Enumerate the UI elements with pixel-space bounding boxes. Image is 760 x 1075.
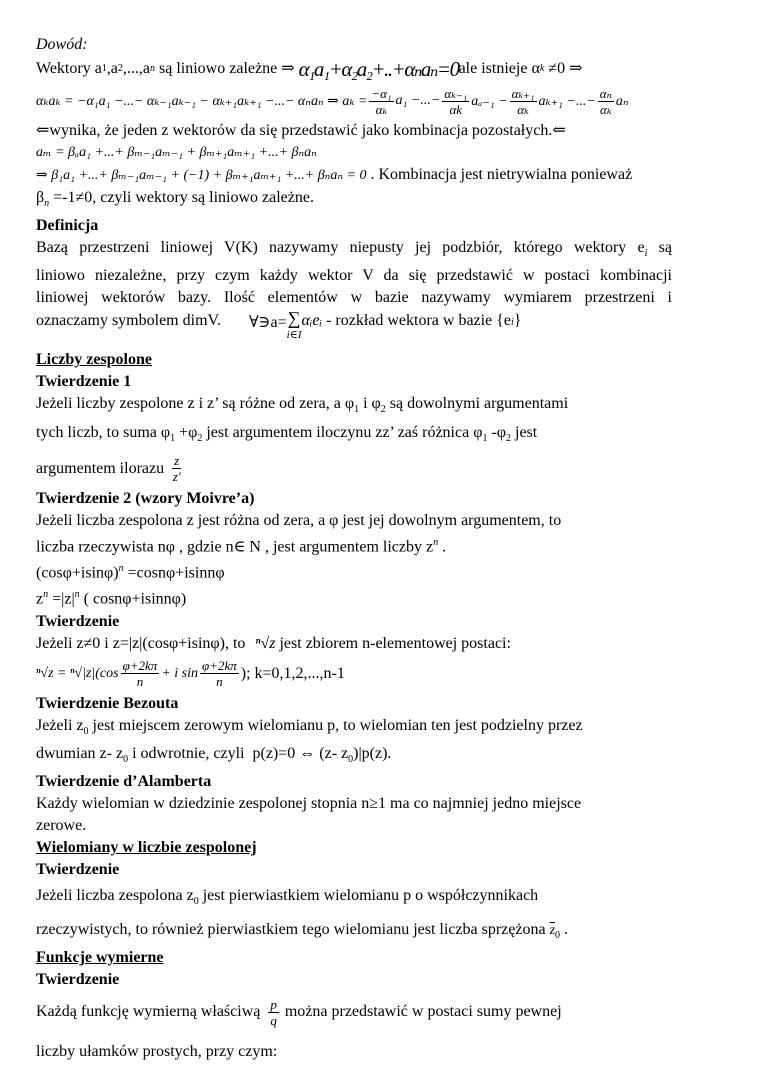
sum-under: i∈I [286,329,302,342]
poly-theorem-heading: Twierdzenie [36,861,120,879]
t: argumentem ilorazu [36,459,165,477]
frac-den: αₖ [375,101,388,117]
t: . [560,921,569,939]
sup: n [43,589,49,601]
proof-line-4: aₘ = βₐa₁ +...+ βₘ₋₁aₘ₋₁ + βₘ₊₁aₘ₊₁ +...+ βₙaₙ [36,145,317,160]
t: )|p(z). [353,744,392,762]
def-p4-post: - rozkład wektora w bazie {e [322,312,511,330]
t: i odwrotnie, czyli p(z)=0 ⇔ (z- z [128,744,349,762]
fraction [510,86,537,117]
t: ⁿ√z = ⁿ√|z|(cos [36,665,119,681]
fraction [369,86,393,117]
definition-line-4 [36,309,672,349]
sub: i [644,248,648,260]
t: ( cosnφ+isinnφ) [79,590,187,608]
frac-den: αk [449,101,463,117]
fraction [442,86,469,117]
def-p1: Bazą przestrzeni liniowej V(K) nazywamy niepusty jej podzbiór, którego wektory e [36,239,645,257]
sub: 0 [193,896,199,908]
fraction [598,86,614,117]
t: Jeżeli liczba zespolona z [36,887,194,905]
t: jest pierwiastkiem wielomianu p o współczynnikach [198,887,539,905]
root-expression: ⁿ√z [255,634,276,652]
sup: n [74,589,80,601]
t: jest [511,423,538,441]
def-p1-end: są [647,239,673,257]
sub: 0 [83,725,89,737]
section-polynomials: Wielomiany w liczbie zespolonej [36,839,257,857]
proof-l2-lhs: αₖaₖ = −α₁a₁ −...− αₖ₋₁aₖ₋₁ − αₖ₊₁aₖ₊₁ −...− αₙaₙ ⇒ aₖ = [36,93,368,109]
t: . [438,538,447,556]
t: -φ [487,423,506,441]
sub: n [44,198,50,210]
theorem-3-line-2 [36,655,672,693]
theorem-3-heading: Twierdzenie [36,612,120,630]
proof-line-1 [36,56,672,82]
sub: 2 [506,432,511,444]
def-p4-formula: ∀∋a= [249,314,287,332]
t: jest argumentem iloczynu zz’ zaś różnica φ [202,423,483,441]
t: tych liczb, to suma φ [36,423,171,441]
proof-l5-text: . Kombinacja jest nietrywialna ponieważ [366,166,633,183]
proof-l1-mid2: ,...,a [122,60,151,77]
sub: i [510,317,514,329]
def-p4-pre: oznaczamy symbolem dimV. [36,312,221,330]
sub: 1 [101,63,107,74]
frac-den: q [270,1012,277,1028]
sub: 1 [354,404,360,416]
theorem-dalembert-heading: Twierdzenie d’Alamberta [36,773,212,791]
proof-l1-tail: ≠0 ⇒ [544,60,583,77]
theorem-2-line-3 [36,558,672,584]
proof-l6-pre: β [36,189,45,206]
frac-num: z [174,453,180,469]
t: z [36,590,44,608]
sum-symbol-group [287,309,302,343]
t: ); k=0,1,2,...,n-1 [240,664,345,682]
rational-theorem-heading: Twierdzenie [36,971,120,989]
definition-paragraph [36,237,672,349]
rational-line-2: liczby ułamków prostych, przy czym: [36,1043,278,1061]
theorem-3-line-1 [36,633,672,655]
t: Jeżeli liczby zespolone z i z’ są różne od zera, a φ [36,395,355,413]
bezout-line-1 [36,715,672,743]
frac-num: φ+2kπ [122,658,158,674]
rational-line-1 [36,991,672,1033]
sub: 1 [170,432,176,444]
sum-term: αᵢeᵢ [301,312,323,330]
theorem-2-heading: Twierdzenie 2 (wzory Moivre’a) [36,489,255,507]
proof-line-3: ⇐wynika, że jeden z wektorów da się przedstawić jako kombinacja pozostałych.⇐ [36,122,566,139]
sum-icon: ∑ [287,308,301,329]
t: =|z| [48,590,75,608]
frac-den: αₖ [600,101,612,117]
proof-line-6 [36,187,672,215]
section-complex-numbers: Liczby zespolone [36,351,152,369]
definition-line-2: liniowo niezależne, przy czym każdy wektor V da się przedstawić w postaci kombinacji [36,267,672,285]
frac-num: −α₁ [371,85,392,101]
sup: n [433,536,439,548]
frac-den: n [216,674,223,690]
t: są dowolnymi argumentami [385,395,569,413]
theorem-2-line-1: Jeżeli liczba zespolona z jest różna od zera, a φ jest jej dowolnym argumentem, to [36,511,562,529]
frac-den: n [136,674,144,690]
proof-l2-term: a₁ −...− [395,93,441,108]
theorem-bezout-heading: Twierdzenie Bezouta [36,694,179,712]
conjugate-z: $\overline{z}$ [549,923,556,939]
proof-l1-post: ale istnieje α [458,60,540,77]
proof-l5-formula: ⇒ β₁a₁ +...+ βₘ₋₁aₘ₋₁ + (−1) + βₘ₊₁aₘ₊₁ +...+ βₙaₙ = 0 [36,168,367,183]
theorem-1-line-3 [36,450,672,488]
t: +φ [175,423,198,441]
t: rzeczywistych, to również pierwiastkiem tego wielomianu jest liczba sprzężona [36,921,546,939]
sub: 2 [197,432,203,444]
poly-line-2 [36,919,672,947]
section-rational-functions: Funkcje wymierne [36,949,164,967]
fraction [172,453,181,484]
proof-l1-text: są liniowo zależne ⇒ [155,60,299,77]
theorem-1-line-2 [36,422,672,450]
sub: 1 [482,432,488,444]
sub: n [150,63,156,74]
t: Jeżeli z≠0 i z=|z|(cosφ+isinφ), to [36,634,246,652]
theorem-1-line-1 [36,393,672,421]
proof-l2-term: aₐ₋₁ − [471,93,508,109]
t: dwumian z- z [36,744,124,762]
definition-heading: Definicja [36,217,99,235]
proof-line-5 [36,164,672,187]
dalembert-line-1: Każdy wielomian w dziedzinie zespolonej stopnia n≥1 ma co najmniej jedno miejsce [36,795,582,813]
t: i φ [359,395,381,413]
theorem-1-heading: Twierdzenie 1 [36,373,132,391]
dalembert-line-2: zerowe. [36,817,87,835]
bezout-line-2 [36,743,672,771]
frac-den: z' [172,469,181,485]
t: =cosnφ+isinnφ [123,564,225,582]
poly-line-1 [36,885,672,913]
frac-num: αₖ₊₁ [511,85,535,101]
sub: 0 [348,754,354,766]
sup: n [118,563,124,575]
proof-l2-term: aₖ₊₁ −...− [538,93,596,109]
sub: k [539,63,545,74]
frac-num: αₖ₋₁ [444,85,468,101]
proof-l1-pre: Wektory a [36,60,102,77]
proof-l2-term: aₙ [615,93,629,109]
def-p4-end: } [513,312,522,330]
sub: 2 [117,63,123,74]
frac-num: p [270,996,277,1012]
t: + i sin [161,665,198,681]
sub: 0 [123,754,129,766]
proof-line-2 [36,82,672,120]
definition-line-3: liniowej wektorów bazy. Ilość elementów w bazie nazywamy wymiarem przestrzeni i [36,289,672,307]
t: można przedstawić w postaci sumy pewnej [280,1003,562,1021]
fraction [121,658,160,689]
definition-line-1 [36,237,672,265]
theorem-2-line-2 [36,532,672,558]
fraction [200,658,239,689]
frac-num: αₙ [599,85,612,101]
fraction [268,997,279,1028]
proof-l1-mid1: ,a [106,60,118,77]
t: (cosφ+isinφ) [36,564,119,582]
linear-dependence-formula: α₁a₁+α₂a₂+..+αₙaₙ=0 [298,57,459,81]
proof-heading: Dowód: [36,36,88,53]
t: jest zbiorem n-elementowej postaci: [275,634,511,652]
frac-den: αₖ [517,101,529,117]
theorem-2-line-4 [36,584,672,610]
t: Każdą funkcję wymierną właściwą [36,1003,261,1021]
frac-num: φ+2kπ [202,658,237,674]
t: jest miejscem zerowym wielomianu p, to wielomian ten jest podzielny przez [88,716,583,734]
sub: 2 [380,404,386,416]
t: Jeżeli z [36,716,84,734]
t: liczba rzeczywista nφ , gdzie n∈ N , jest argumentem liczby z [36,538,434,556]
proof-l6-text: =-1≠0, czyli wektory są liniowo zależne. [49,189,314,206]
sub: 0 [555,930,561,942]
document-page [36,34,672,1063]
